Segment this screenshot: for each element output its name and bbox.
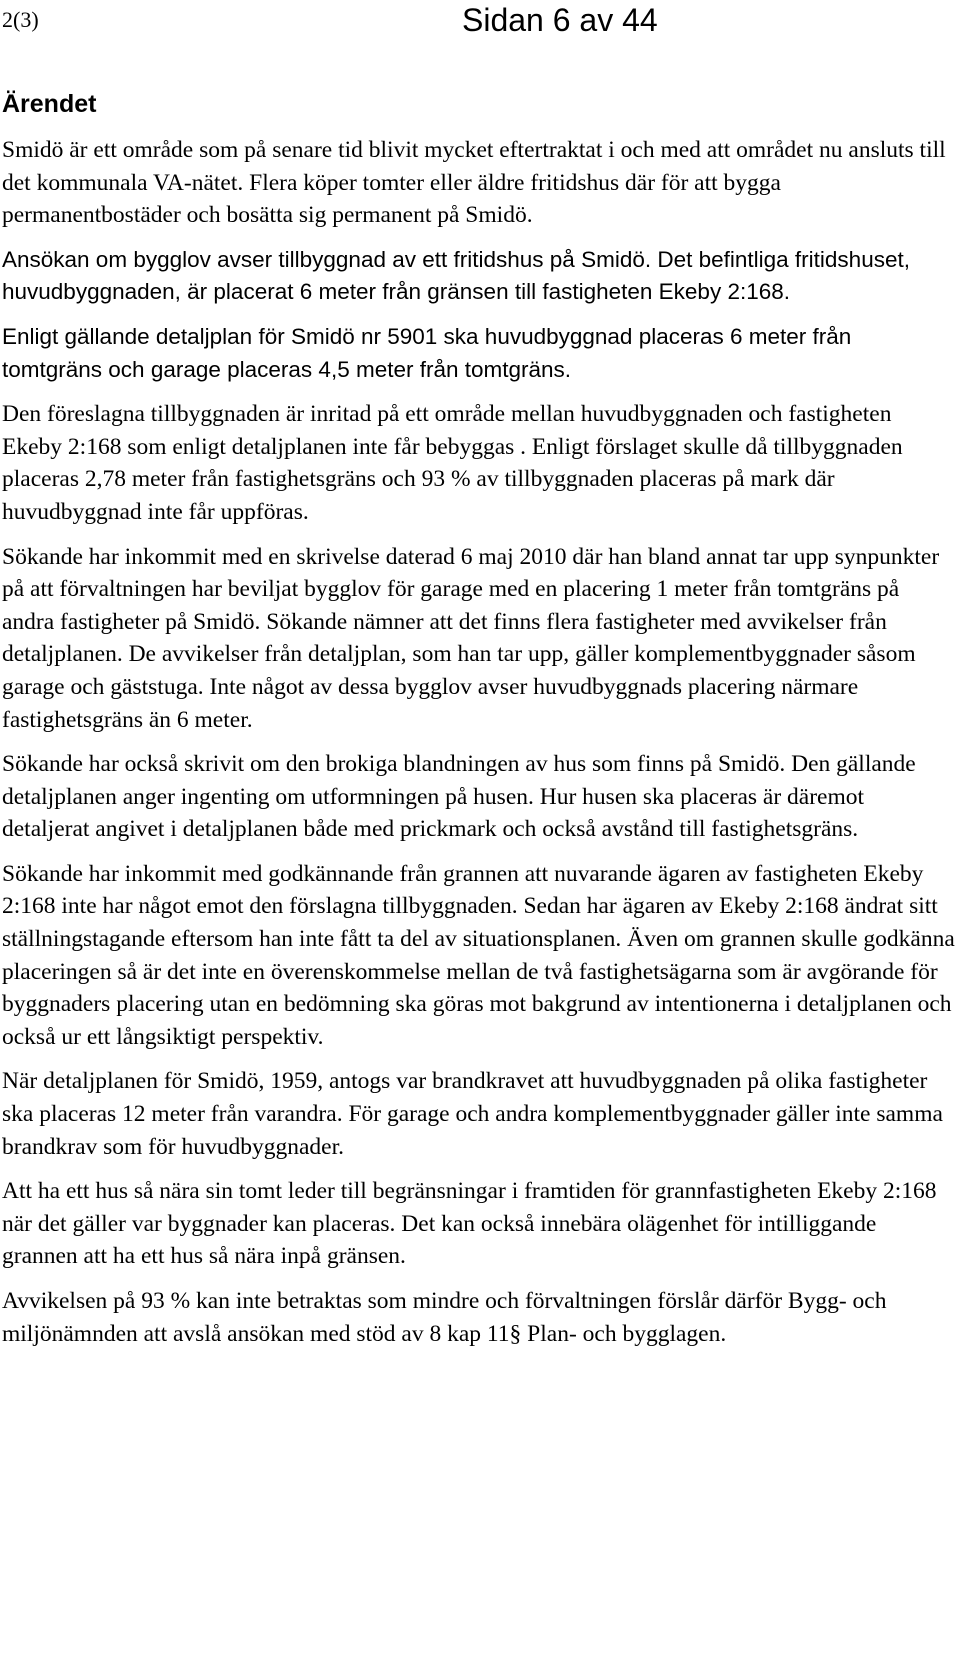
- paragraph-applicant-letter: Sökande har inkommit med en skrivelse daterad 6 maj 2010 där han bland annat tar upp synpunkter på att förvaltningen har beviljat bygglov för garage med en placering 1 meter från tomtgräns på andra fastigheter på Smidö. Sökande nämner att det finns flera fastigheter med avvikelser från detaljplanen. De avvikelser från detaljplan, som han tar upp, gäller komplementbyggnader såsom garage och gäststuga. Inte något av dessa bygglov avser huvudbyggnads placering närmare fastighetsgräns än 6 meter.: [2, 543, 940, 733]
- document-body: [2, 88, 957, 1362]
- paragraph-neighbour-impact: Att ha ett hus så nära sin tomt leder till begränsningar i framtiden för grannfastigheten Ekeby 2:168 när det gäller var byggnader kan placeras. Det kan också innebära olägenhet för intilliggande grannen att ha ett hus så nära inpå gränsen.: [2, 1178, 937, 1270]
- page-counter: 2(3): [2, 7, 39, 32]
- paragraph-detail-plan: Enligt gällande detaljplan för Smidö nr 5901 ska huvudbyggnad placeras 6 meter från tomtgräns och garage placeras 4,5 meter från tomtgräns.: [2, 323, 852, 382]
- page-number-label: Sidan 6 av 44: [462, 2, 658, 38]
- paragraph-conclusion: Avvikelsen på 93 % kan inte betraktas som mindre och förvaltningen förslår därför Bygg- och miljönämnden att avslå ansökan med stöd av 8 kap 11§ Plan- och bygglagen.: [2, 1288, 887, 1347]
- paragraph-application: Ansökan om bygglov avser tillbyggnad av ett fritidshus på Smidö. Det befintliga fritidshuset, huvudbyggnaden, är placerat 6 meter från gränsen till fastigheten Ekeby 2:168.: [2, 246, 910, 305]
- paragraph-house-mix: Sökande har också skrivit om den brokiga blandningen av hus som finns på Smidö. Den gällande detaljplanen anger ingenting om utformningen på husen. Hur husen ska placeras är däremot detaljerat angivet i detaljplanen både med prickmark och också avstånd till fastighetsgräns.: [2, 751, 916, 843]
- paragraph-fire-requirement: När detaljplanen för Smidö, 1959, antogs var brandkravet att huvudbyggnaden på olika fastigheter ska placeras 12 meter från varandra. För garage och andra komplementbyggnader gäller inte samma brandkrav som för huvudbyggnader.: [2, 1068, 943, 1160]
- paragraph-background: Smidö är ett område som på senare tid blivit mycket eftertraktat i och med att området nu ansluts till det kommunala VA-nätet. Flera köper tomter eller äldre fritidshus där för att bygga permanentbostäder och bosätta sig permanent på Smidö.: [2, 137, 946, 229]
- paragraph-neighbour-consent: Sökande har inkommit med godkännande från grannen att nuvarande ägaren av fastigheten Ekeby 2:168 inte har något emot den förslagna tillbyggnaden. Sedan har ägaren av Ekeby 2:168 ändrat sitt ställningstagande eftersom han inte fått ta del av situationsplanen. Även om grannen skulle godkänna placeringen så är det inte en överenskommelse mellan de två fastighetsägarna som är avgörande för byggnaders placering utan en bedömning ska göras mot bakgrund av intentionerna i detaljplanen och också ur ett långsiktigt perspektiv.: [2, 860, 955, 1050]
- section-heading: Ärendet: [2, 90, 97, 118]
- paragraph-proposed-extension: Den föreslagna tillbyggnaden är inritad på ett område mellan huvudbyggnaden och fastigheten Ekeby 2:168 som enligt detaljplanen inte får bebyggas . Enligt förslaget skulle då tillbyggnaden placeras 2,78 meter från fastighetsgräns och 93 % av tillbyggnaden placeras på mark där huvudbyggnad inte får uppföras.: [2, 401, 903, 525]
